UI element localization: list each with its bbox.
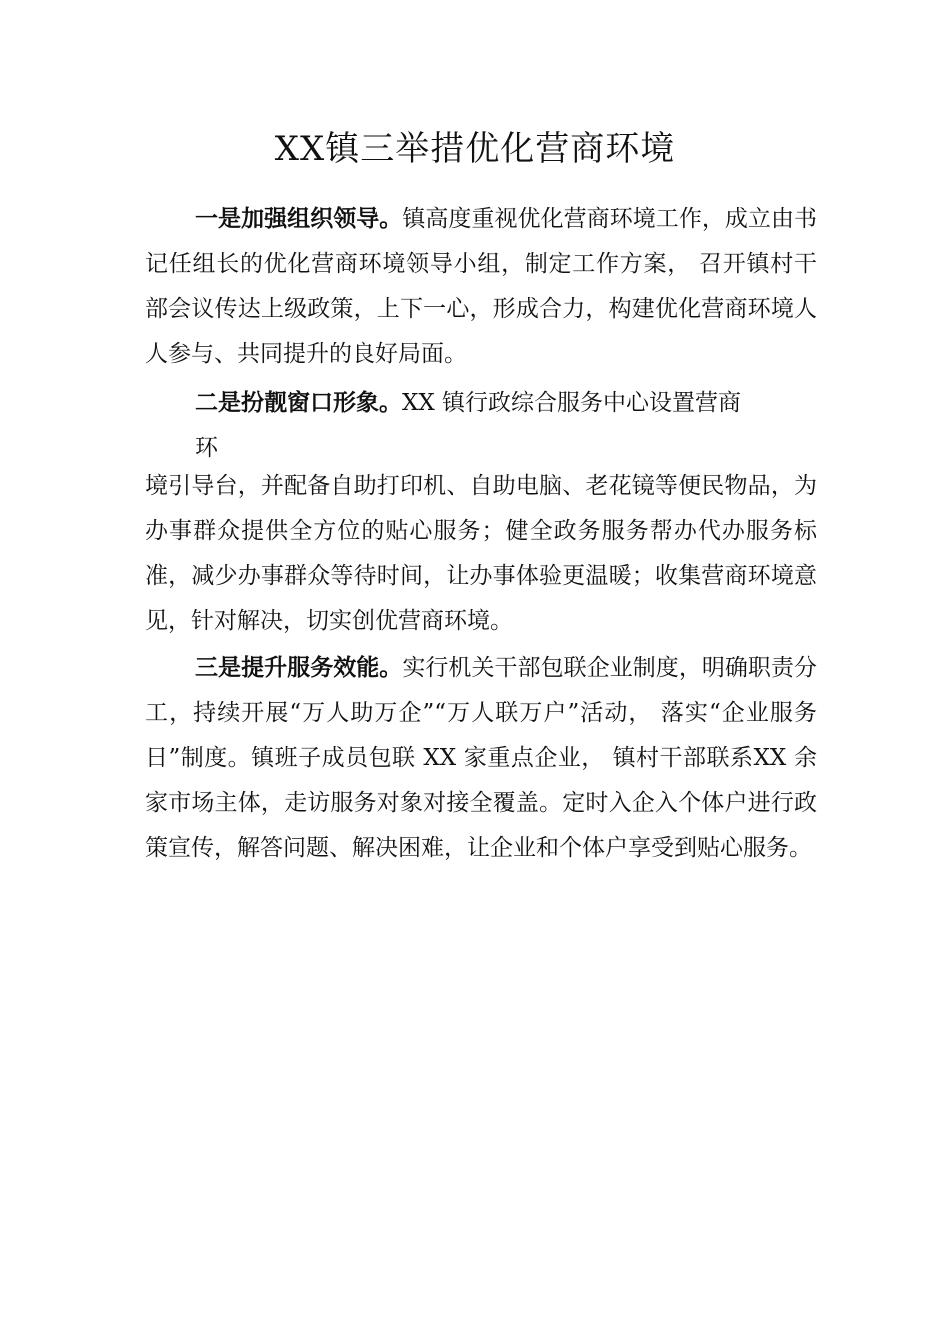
paragraph-lead-body: XX 镇行政综合服务中心设置营商: [402, 390, 742, 416]
paragraph-body: 境引导台，并配备自助打印机、自助电脑、老花镜等便民物品，为办事群众提供全方位的贴心服务；健全政务服务帮办代办服务标准，减少办事群众等待时间，让办事体验更温暖；收集营商环境意见，针对解决，切实创优营商环境。: [145, 473, 817, 634]
paragraph-lead: 三是提升服务效能。: [195, 655, 403, 681]
document-title: XX镇三举措优化营商环境: [274, 129, 676, 169]
paragraph-organization-leadership: [145, 197, 817, 377]
paragraph-window-image-body: [145, 464, 817, 644]
paragraph-window-image-heading: [145, 381, 817, 471]
paragraph-lead: 二是扮靓窗口形象。: [195, 390, 402, 416]
paragraph-service-efficiency: [145, 646, 817, 871]
paragraph-wrap-fragment: 环: [195, 435, 218, 461]
paragraph-body: 镇高度重视优化营商环境工作，成立由书记任组长的优化营商环境领导小组，制定工作方案， 召开镇村干部会议传达上级政策，上下一心，形成合力，构建优化营商环境人人参与、共同提升的良好局面。: [145, 206, 818, 367]
paragraph-body: 实行机关干部包联企业制度，明确职责分工，持续开展“万人助万企”“万人联万户”活动， 落实“企业服务日”制度。镇班子成员包联 XX 家重点企业， 镇村干部联系XX 余家市场主体，走访服务对象对接全覆盖。定时入企入个体户进行政策宣传，解答问题、解决困难，让企业和个体户享受到贴心服务。: [145, 655, 818, 861]
paragraph-lead: 一是加强组织领导。: [195, 206, 403, 232]
